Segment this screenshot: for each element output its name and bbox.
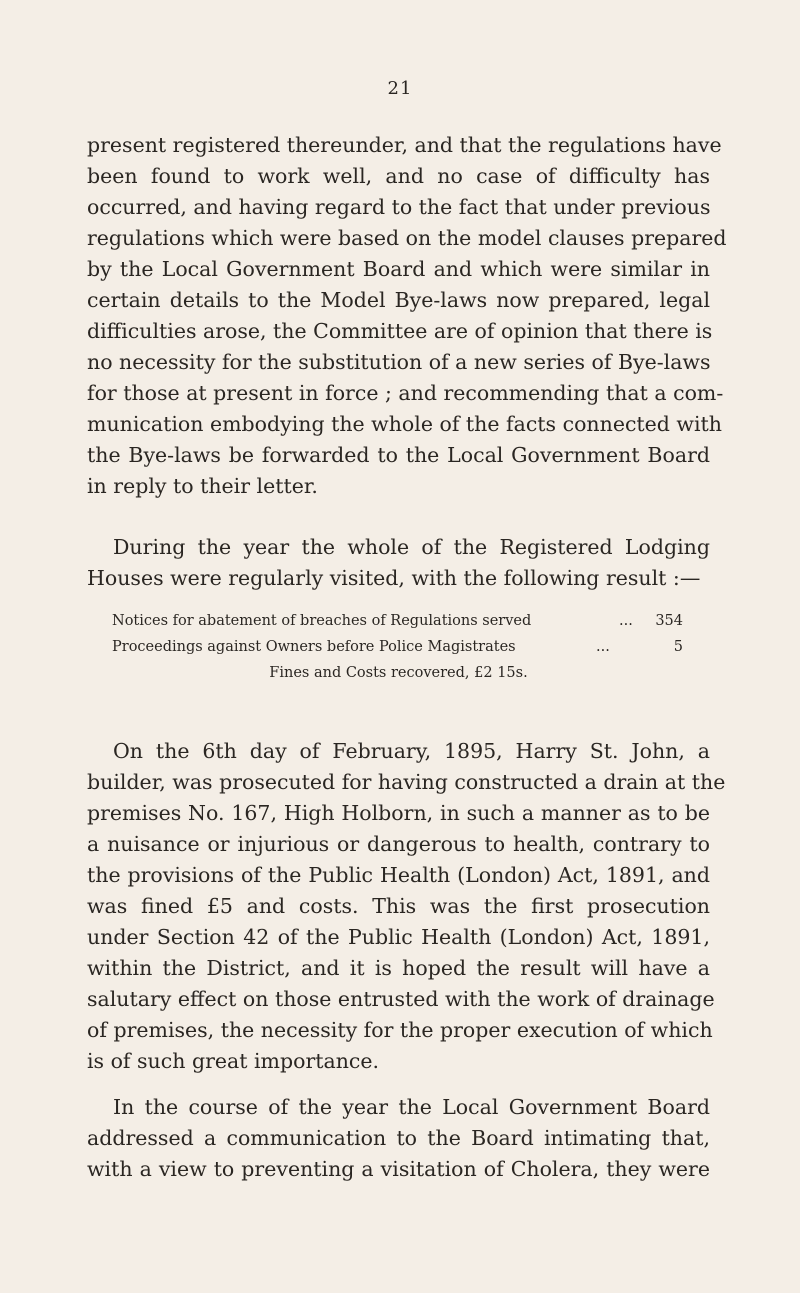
paragraph-line: the Bye-laws be forwarded to the Local Government Board [87,443,710,467]
table-row-dots: ... [596,639,610,655]
paragraph-line: present registered thereunder, and that the regulations have [87,133,722,157]
paragraph-line: the provisions of the Public Health (London) Act, 1891, and [87,863,710,887]
paragraph-line: builder, was prosecuted for having constructed a drain at the [87,770,726,794]
results-table [87,608,710,686]
paragraph-line: no necessity for the substitution of a new series of Bye-laws [87,350,711,374]
paragraph-line: in reply to their letter. [87,474,318,498]
paragraph-line: salutary effect on those entrusted with the work of drainage [87,987,715,1011]
paragraph-2 [87,532,710,594]
paragraph-line: certain details to the Model Bye-laws now prepared, legal [87,288,710,312]
page-number: 21 [387,78,413,99]
fines-line: Fines and Costs recovered, £2 15s. [269,665,528,681]
paragraph-line: is of such great importance. [87,1049,380,1073]
paragraph-line: was fined £5 and costs. This was the first prosecution [87,894,710,918]
table-row [87,660,710,686]
paragraph-line: addressed a communication to the Board intimating that, [87,1126,710,1150]
paragraph-line: under Section 42 of the Public Health (London) Act, 1891, [87,925,710,949]
paragraph-line: with a view to preventing a visitation of Cholera, they were [87,1157,710,1181]
paragraph-line: On the 6th day of February, 1895, Harry St. John, a [113,739,710,763]
paragraph-line: premises No. 167, High Holborn, in such a manner as to be [87,801,710,825]
table-row [87,608,710,634]
paragraph-line: occurred, and having regard to the fact that under previous [87,195,711,219]
paragraph-line: regulations which were based on the model clauses prepared [87,226,727,250]
table-row-dots: ... [619,613,633,629]
paragraph-line: of premises, the necessity for the proper execution of which [87,1018,713,1042]
paragraph-line: Houses were regularly visited, with the following result :— [87,566,701,590]
paragraph-line: been found to work well, and no case of difficulty has [87,164,710,188]
paragraph-line: for those at present in force ; and recommending that a com- [87,381,724,405]
paragraph-line: In the course of the year the Local Government Board [113,1095,710,1119]
table-row-value: 354 [655,613,683,629]
table-row-value: 5 [673,639,683,655]
table-row-label: Notices for abatement of breaches of Regulations served [112,613,532,629]
paragraph-line: difficulties arose, the Committee are of opinion that there is [87,319,713,343]
paragraph-line: within the District, and it is hoped the result will have a [87,956,710,980]
paragraph-line: by the Local Government Board and which were similar in [87,257,710,281]
paragraph-4 [87,1092,710,1185]
paragraph-3 [87,736,726,1077]
paragraph-line: a nuisance or injurious or dangerous to health, contrary to [87,832,710,856]
paragraph-1 [87,130,727,502]
paragraph-line: During the year the whole of the Registered Lodging [113,535,710,559]
paragraph-line: munication embodying the whole of the facts connected with [87,412,722,436]
table-row [87,634,710,660]
table-row-label: Proceedings against Owners before Police Magistrates [112,639,516,655]
